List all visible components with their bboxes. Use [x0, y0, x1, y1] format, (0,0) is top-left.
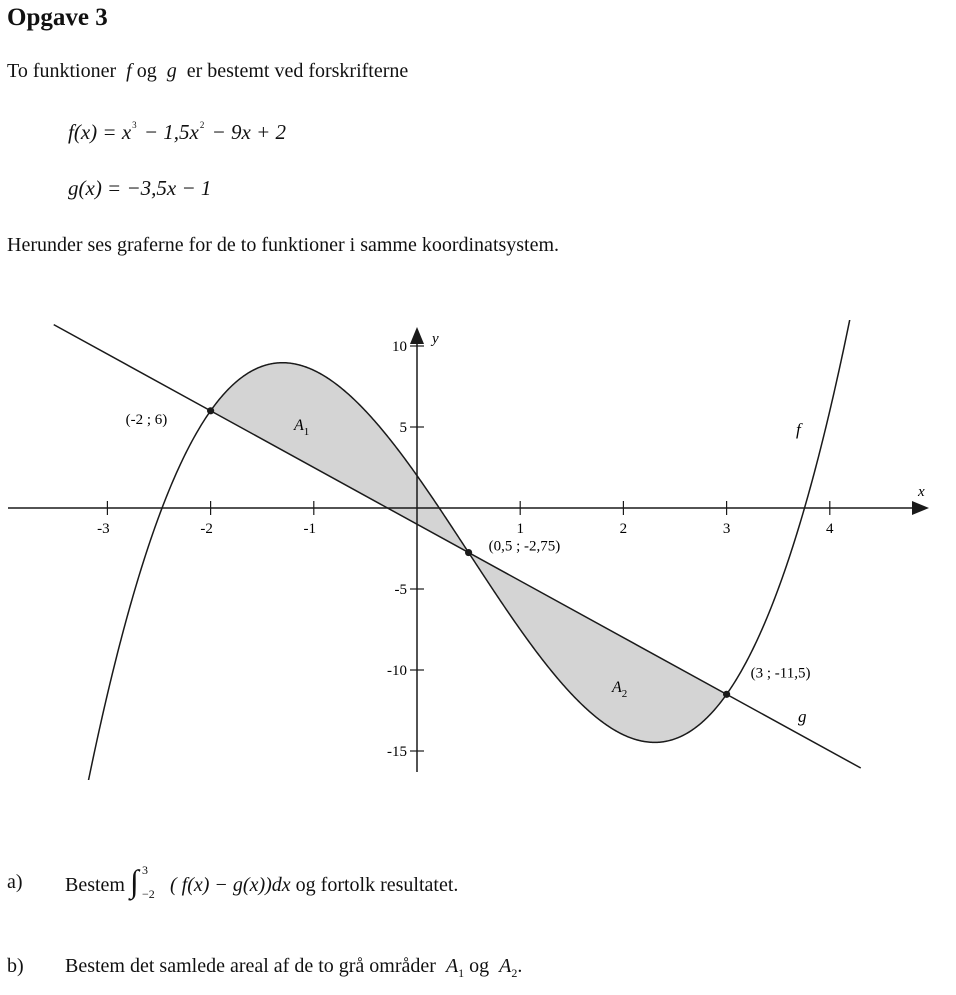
intro-prefix: To funktioner: [7, 60, 117, 82]
y-tick-label: 10: [392, 339, 407, 355]
question-b: b) Bestem det samlede areal af de to grå områder $A_1$ og $A_2$.: [7, 955, 523, 980]
intro-og: og: [136, 60, 157, 82]
question-a-marker: a): [7, 871, 23, 893]
curve-label-g: g: [798, 707, 807, 726]
x-tick-label: 1: [516, 521, 524, 537]
y-tick-label: -10: [387, 663, 407, 679]
question-b-marker: b): [7, 955, 24, 977]
intro-f: f: [126, 60, 132, 82]
point-label: (0,5 ; -2,75): [488, 538, 561, 555]
x-tick-label: 3: [722, 521, 731, 537]
curve-f: [82, 264, 861, 815]
intro-suffix: er bestemt ved forskrifterne: [186, 60, 409, 82]
x-axis-arrow: [912, 501, 929, 515]
x-tick-label: 2: [619, 521, 628, 537]
x-tick-label: -1: [303, 521, 317, 537]
graph-caption: Herunder ses graferne for de to funktioner i samme koordinatsystem.: [7, 234, 560, 256]
y-axis-arrow: [410, 327, 424, 344]
y-tick-label: 5: [399, 420, 407, 436]
intro-g: g: [166, 60, 177, 82]
formula-f: $f(x) = x^3 - 1,5x^2 - 9x + 2$: [68, 120, 287, 144]
intersection-point: [465, 549, 472, 556]
area-A1: [211, 363, 469, 553]
area-A2: [469, 553, 727, 743]
point-label: (3 ; -11,5): [750, 665, 811, 682]
integral-sign: ∫ 3 −2: [130, 863, 155, 901]
curve-label-f: f: [796, 420, 801, 439]
x-axis-label: x: [918, 484, 925, 500]
question-a: a) Bestem ∫ 3 −2 ( f(x) − g(x))dx og fortolk resultatet.: [7, 863, 459, 901]
y-tick-label: -15: [387, 744, 407, 760]
x-tick-label: -2: [200, 521, 213, 537]
line-g: [54, 325, 861, 768]
intersection-point: [207, 407, 214, 414]
y-tick-label: -5: [394, 582, 407, 598]
x-tick-label: -3: [97, 521, 110, 537]
formula-g: g(x) = −3,5x − 1: [68, 176, 212, 200]
y-axis-label: y: [432, 331, 439, 347]
intersection-point: [723, 691, 730, 698]
x-tick-label: 4: [826, 521, 834, 537]
area-label-A1: $A_1$: [294, 417, 310, 438]
area-label-A2: $A_2$: [612, 679, 628, 700]
exercise-title: Opgave 3: [7, 4, 108, 31]
point-label: (-2 ; 6): [125, 411, 168, 428]
